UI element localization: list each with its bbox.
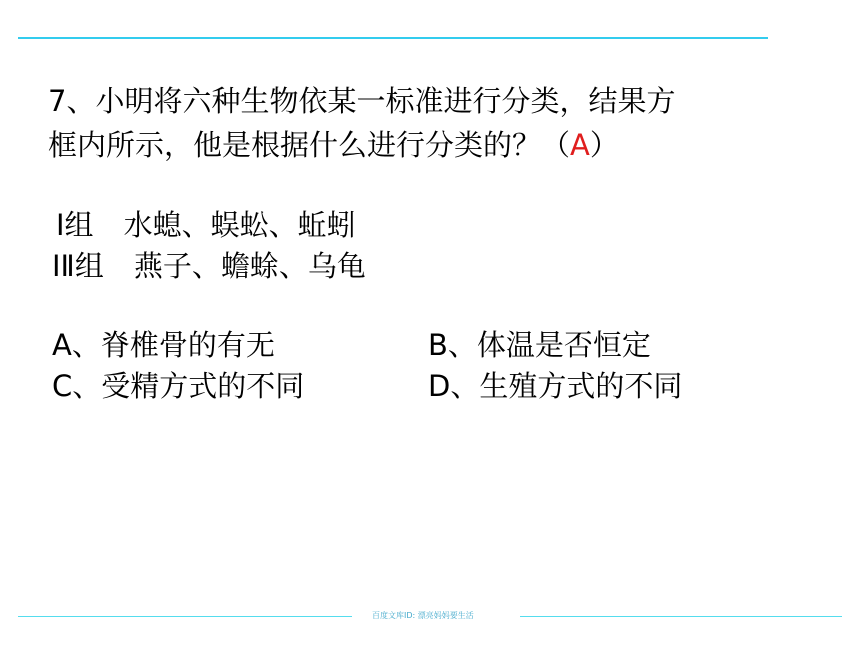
answer-letter: A	[570, 128, 590, 162]
top-divider-line	[18, 37, 768, 39]
group-2-label: IⅡ组	[52, 249, 104, 283]
question-closing-paren: ）	[589, 128, 619, 162]
option-c: C、受精方式的不同	[52, 369, 305, 403]
question-line-1: 7、小明将六种生物依某一标准进行分类，结果方	[48, 84, 676, 118]
group-2-members: 燕子、蟾蜍、乌龟	[133, 249, 366, 283]
option-a: A、脊椎骨的有无	[52, 328, 275, 362]
group-1	[56, 208, 356, 242]
option-d: D、生殖方式的不同	[428, 369, 683, 403]
footer-source-text: 百度文库ID: 漂亮妈妈要生活	[372, 611, 474, 620]
question-line-2-text: 框内所示，他是根据什么进行分类的？（	[48, 128, 571, 162]
option-b: B、体温是否恒定	[428, 328, 651, 362]
group-2	[52, 249, 366, 283]
group-1-members: 水螅、蜈蚣、蚯蚓	[123, 208, 356, 242]
question-line-2	[48, 128, 619, 162]
footer-divider-right	[520, 616, 842, 617]
group-1-label: I组	[56, 208, 94, 242]
footer-divider-left	[18, 616, 352, 617]
